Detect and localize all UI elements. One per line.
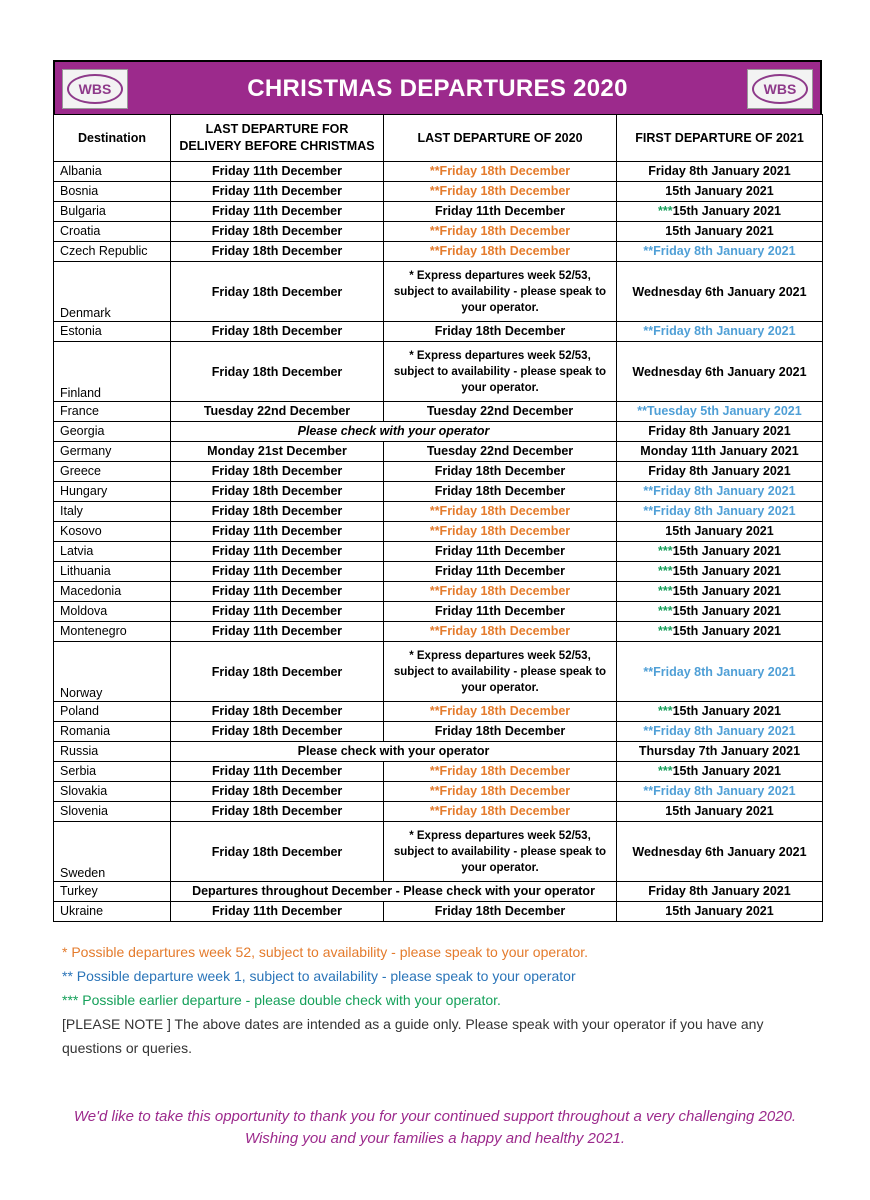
destination-cell: France [54,402,171,422]
first-2021-cell: 15th January 2021 [617,522,823,542]
last-2020-cell: **Friday 18th December [384,222,617,242]
last-2020-cell: **Friday 18th December [384,242,617,262]
first-2021-cell [617,542,823,562]
table-row [54,482,823,502]
last-christmas-cell: Friday 11th December [171,202,384,222]
destination-cell: Kosovo [54,522,171,542]
last-2020-cell: Friday 11th December [384,562,617,582]
footnote-three-star: *** Possible earlier departure - please double check with your operator. [62,992,501,1008]
first-2021-cell: Wednesday 6th January 2021 [617,262,823,322]
destination-cell: Serbia [54,762,171,782]
destination-cell: Czech Republic [54,242,171,262]
last-2020-cell: **Friday 18th December [384,782,617,802]
last-christmas-cell: Friday 11th December [171,542,384,562]
last-christmas-cell: Friday 11th December [171,522,384,542]
last-christmas-cell: Friday 18th December [171,802,384,822]
last-2020-cell: * Express departures week 52/53, subject to availability - please speak to your operator. [384,822,617,882]
destination-cell: Slovenia [54,802,171,822]
destination-cell: Croatia [54,222,171,242]
span-cell: Please check with your operator [171,742,617,762]
last-christmas-cell: Friday 18th December [171,482,384,502]
footnotes [62,940,782,1060]
last-christmas-cell: Friday 18th December [171,502,384,522]
first-2021-cell: Friday 8th January 2021 [617,882,823,902]
table-row [54,562,823,582]
last-2020-cell: **Friday 18th December [384,622,617,642]
last-christmas-cell: Friday 11th December [171,162,384,182]
destination-cell: Germany [54,442,171,462]
table-row [54,162,823,182]
first-2021-cell: Monday 11th January 2021 [617,442,823,462]
destination-cell: Latvia [54,542,171,562]
span-cell: Departures throughout December - Please check with your operator [171,882,617,902]
first-2021-cell: **Friday 8th January 2021 [617,782,823,802]
table-row [54,902,823,922]
table-row [54,342,823,402]
wbs-logo-right [747,69,813,109]
table-row [54,522,823,542]
last-2020-cell: * Express departures week 52/53, subject to availability - please speak to your operator. [384,262,617,322]
destination-cell: Bosnia [54,182,171,202]
table-row [54,242,823,262]
destination-cell: Macedonia [54,582,171,602]
last-2020-cell: **Friday 18th December [384,762,617,782]
header-last-christmas: LAST DEPARTURE FOR DELIVERY BEFORE CHRISTMAS [171,115,384,162]
destination-cell: Moldova [54,602,171,622]
footnote-please-note: [PLEASE NOTE ] The above dates are intended as a guide only. Please speak with your operator if you have any questions or queries. [62,1016,764,1056]
table-row [54,742,823,762]
last-2020-cell: **Friday 18th December [384,702,617,722]
table-row [54,822,823,882]
first-2021-cell [617,702,823,722]
header-first-2021: FIRST DEPARTURE OF 2021 [617,115,823,162]
last-christmas-cell: Friday 11th December [171,602,384,622]
last-2020-cell: **Friday 18th December [384,182,617,202]
first-2021-cell [617,622,823,642]
destination-cell: Ukraine [54,902,171,922]
last-2020-cell: Friday 11th December [384,602,617,622]
destination-cell: Montenegro [54,622,171,642]
first-2021-cell [617,582,823,602]
table-row [54,182,823,202]
asterisk-marker: *** [658,544,673,558]
last-2020-cell: * Express departures week 52/53, subject to availability - please speak to your operator. [384,642,617,702]
destination-cell: Romania [54,722,171,742]
last-christmas-cell: Friday 18th December [171,242,384,262]
first-2021-cell: **Friday 8th January 2021 [617,502,823,522]
last-christmas-cell: Friday 18th December [171,462,384,482]
footnote-one-star: * Possible departures week 52, subject to availability - please speak to your operator. [62,944,589,960]
table-row [54,202,823,222]
destination-cell: Italy [54,502,171,522]
table-row [54,882,823,902]
first-2021-cell [617,602,823,622]
first-2021-cell: 15th January 2021 [617,182,823,202]
table-row [54,642,823,702]
last-christmas-cell: Friday 11th December [171,562,384,582]
first-2021-cell: 15th January 2021 [617,802,823,822]
first-2021-cell: Friday 8th January 2021 [617,422,823,442]
destination-cell: Denmark [54,262,171,322]
first-2021-date: 15th January 2021 [672,204,781,218]
span-cell: Please check with your operator [171,422,617,442]
destination-cell: Greece [54,462,171,482]
table-row [54,262,823,322]
table-row [54,422,823,442]
asterisk-marker: *** [658,624,673,638]
table-row [54,702,823,722]
destination-cell: Norway [54,642,171,702]
last-2020-cell: Friday 18th December [384,722,617,742]
destination-cell: Estonia [54,322,171,342]
asterisk-marker: *** [658,604,673,618]
header-destination: Destination [54,115,171,162]
first-2021-cell [617,562,823,582]
asterisk-marker: *** [658,584,673,598]
last-2020-cell: **Friday 18th December [384,522,617,542]
destination-cell: Poland [54,702,171,722]
last-2020-cell: Friday 18th December [384,462,617,482]
first-2021-date: 15th January 2021 [672,584,781,598]
destination-cell: Finland [54,342,171,402]
first-2021-cell: Friday 8th January 2021 [617,162,823,182]
last-christmas-cell: Friday 18th December [171,782,384,802]
asterisk-marker: *** [658,564,673,578]
header-last-2020: LAST DEPARTURE OF 2020 [384,115,617,162]
last-christmas-cell: Friday 18th December [171,822,384,882]
table-row [54,462,823,482]
last-christmas-cell: Friday 11th December [171,902,384,922]
table-row [54,442,823,462]
last-2020-cell: **Friday 18th December [384,802,617,822]
destination-cell: Bulgaria [54,202,171,222]
first-2021-cell: Wednesday 6th January 2021 [617,822,823,882]
table-row [54,622,823,642]
first-2021-date: 15th January 2021 [672,604,781,618]
departures-table [53,114,823,922]
table-row [54,542,823,562]
table-row [54,222,823,242]
last-christmas-cell: Monday 21st December [171,442,384,462]
table-row [54,602,823,622]
first-2021-date: 15th January 2021 [672,764,781,778]
asterisk-marker: *** [658,704,673,718]
last-christmas-cell: Friday 11th December [171,582,384,602]
first-2021-date: 15th January 2021 [672,704,781,718]
last-christmas-cell: Friday 18th December [171,262,384,322]
first-2021-cell: **Tuesday 5th January 2021 [617,402,823,422]
first-2021-cell: 15th January 2021 [617,222,823,242]
last-christmas-cell: Friday 18th December [171,222,384,242]
first-2021-cell: **Friday 8th January 2021 [617,322,823,342]
first-2021-cell: Wednesday 6th January 2021 [617,342,823,402]
table-row [54,782,823,802]
last-christmas-cell: Friday 18th December [171,342,384,402]
destination-cell: Lithuania [54,562,171,582]
wbs-logo-mark: WBS [752,74,808,104]
last-christmas-cell: Tuesday 22nd December [171,402,384,422]
first-2021-date: 15th January 2021 [672,544,781,558]
table-row [54,722,823,742]
destination-cell: Russia [54,742,171,762]
title-banner [53,60,822,114]
last-2020-cell: * Express departures week 52/53, subject to availability - please speak to your operator. [384,342,617,402]
destination-cell: Georgia [54,422,171,442]
first-2021-cell: **Friday 8th January 2021 [617,242,823,262]
asterisk-marker: *** [658,764,673,778]
first-2021-cell: **Friday 8th January 2021 [617,722,823,742]
last-2020-cell: Friday 18th December [384,902,617,922]
last-christmas-cell: Friday 18th December [171,642,384,702]
last-2020-cell: **Friday 18th December [384,502,617,522]
table-row [54,802,823,822]
table-row [54,582,823,602]
destination-cell: Slovakia [54,782,171,802]
first-2021-cell: Friday 8th January 2021 [617,462,823,482]
last-christmas-cell: Friday 11th December [171,182,384,202]
last-christmas-cell: Friday 18th December [171,722,384,742]
last-2020-cell: Friday 11th December [384,202,617,222]
last-2020-cell: Friday 18th December [384,322,617,342]
table-body [54,162,823,922]
first-2021-date: 15th January 2021 [672,564,781,578]
asterisk-marker: *** [658,204,673,218]
last-2020-cell: **Friday 18th December [384,162,617,182]
departures-sheet [53,60,822,922]
first-2021-date: 15th January 2021 [672,624,781,638]
last-2020-cell: Tuesday 22nd December [384,402,617,422]
last-christmas-cell: Friday 11th December [171,622,384,642]
last-christmas-cell: Friday 18th December [171,322,384,342]
last-christmas-cell: Friday 11th December [171,762,384,782]
closing-message: We'd like to take this opportunity to thank you for your continued support throughout a very challenging 2020. Wishing you and your families a happy and healthy 2021. [73,1108,797,1147]
last-2020-cell: Friday 18th December [384,482,617,502]
last-2020-cell: Friday 11th December [384,542,617,562]
footnote-two-star: ** Possible departure week 1, subject to availability - please speak to your operator [62,968,576,984]
table-row [54,762,823,782]
destination-cell: Turkey [54,882,171,902]
first-2021-cell [617,202,823,222]
first-2021-cell: **Friday 8th January 2021 [617,482,823,502]
first-2021-cell: **Friday 8th January 2021 [617,642,823,702]
table-row [54,322,823,342]
table-row [54,402,823,422]
table-row [54,502,823,522]
table-header-row [54,115,823,162]
last-2020-cell: **Friday 18th December [384,582,617,602]
destination-cell: Albania [54,162,171,182]
first-2021-cell: 15th January 2021 [617,902,823,922]
first-2021-cell [617,762,823,782]
destination-cell: Sweden [54,822,171,882]
page-title: CHRISTMAS DEPARTURES 2020 [247,75,628,102]
wbs-logo-mark: WBS [67,74,123,104]
first-2021-cell: Thursday 7th January 2021 [617,742,823,762]
last-christmas-cell: Friday 18th December [171,702,384,722]
destination-cell: Hungary [54,482,171,502]
last-2020-cell: Tuesday 22nd December [384,442,617,462]
